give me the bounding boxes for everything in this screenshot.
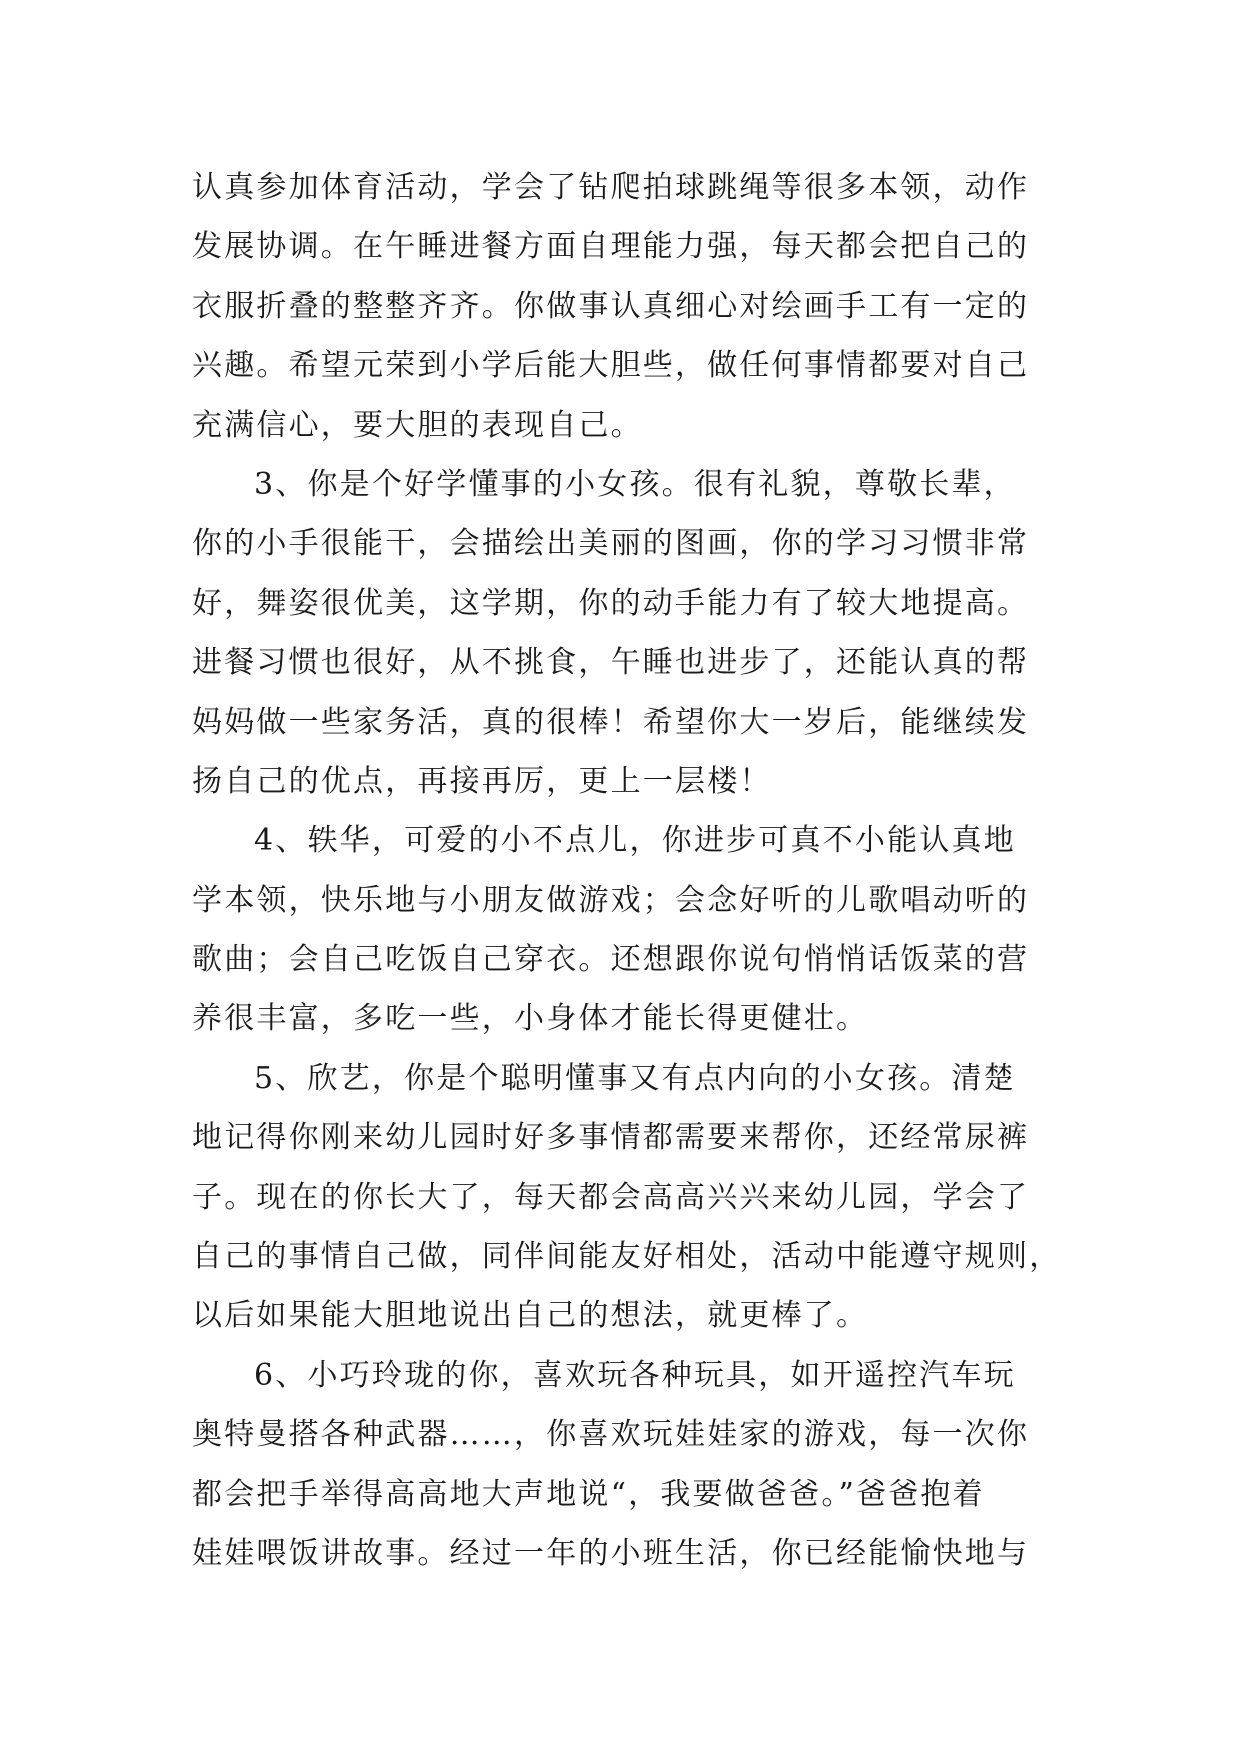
text-line: 好，舞姿很优美，这学期，你的动手能力有了较大地提高。 [192, 585, 1030, 621]
text-line: 自己的事情自己做，同伴间能友好相处，活动中能遵守规则， [192, 1239, 1062, 1275]
paragraph-start-line: 5、欣艺，你是个聪明懂事又有点内向的小女孩。清楚 [254, 1060, 1016, 1096]
text-line: 奥特曼搭各种武器……，你喜欢玩娃娃家的游戏，每一次你 [192, 1417, 1030, 1453]
text-line: 以后如果能大胆地说出自己的想法，就更棒了。 [192, 1298, 869, 1334]
text-line: 地记得你刚来幼儿园时好多事情都需要来帮你，还经常尿裤 [192, 1120, 1030, 1156]
text-line: 歌曲；会自己吃饭自己穿衣。还想跟你说句悄悄话饭菜的营 [192, 942, 1030, 978]
text-line: 充满信心，要大胆的表现自己。 [192, 407, 643, 443]
text-line: 都会把手举得高高地大声地说“，我要做爸爸。”爸爸抱着 [192, 1476, 985, 1512]
text-line: 学本领，快乐地与小朋友做游戏；会念好听的儿歌唱动听的 [192, 882, 1030, 918]
paragraph-start-line: 3、你是个好学懂事的小女孩。很有礼貌，尊敬长辈， [254, 466, 1016, 502]
document-body [192, 158, 1072, 1583]
text-line: 兴趣。希望元荣到小学后能大胆些，做任何事情都要对自己 [192, 348, 1030, 384]
text-line: 认真参加体育活动，学会了钻爬拍球跳绳等很多本领，动作 [192, 170, 1030, 205]
text-line: 扬自己的优点，再接再厉，更上一层楼！ [192, 763, 772, 799]
text-line: 衣服折叠的整整齐齐。你做事认真细心对绘画手工有一定的 [192, 288, 1030, 324]
text-line: 你的小手很能干，会描绘出美丽的图画，你的学习习惯非常 [192, 526, 1030, 562]
text-line: 养很丰富，多吃一些，小身体才能长得更健壮。 [192, 1001, 869, 1037]
text-line: 子。现在的你长大了，每天都会高高兴兴来幼儿园，学会了 [192, 1179, 1030, 1215]
paragraph-start-line: 6、小巧玲珑的你，喜欢玩各种玩具，如开遥控汽车玩 [254, 1357, 1016, 1393]
text-line: 进餐习惯也很好，从不挑食，午睡也进步了，还能认真的帮 [192, 645, 1030, 681]
paragraph-start-line: 4、轶华，可爱的小不点儿，你进步可真不小能认真地 [254, 823, 1016, 859]
text-line: 发展协调。在午睡进餐方面自理能力强，每天都会把自己的 [192, 229, 1030, 265]
text-line: 妈妈做一些家务活，真的很棒！希望你大一岁后，能继续发 [192, 704, 1030, 740]
text-line: 娃娃喂饭讲故事。经过一年的小班生活，你已经能愉快地与 [192, 1535, 1030, 1571]
